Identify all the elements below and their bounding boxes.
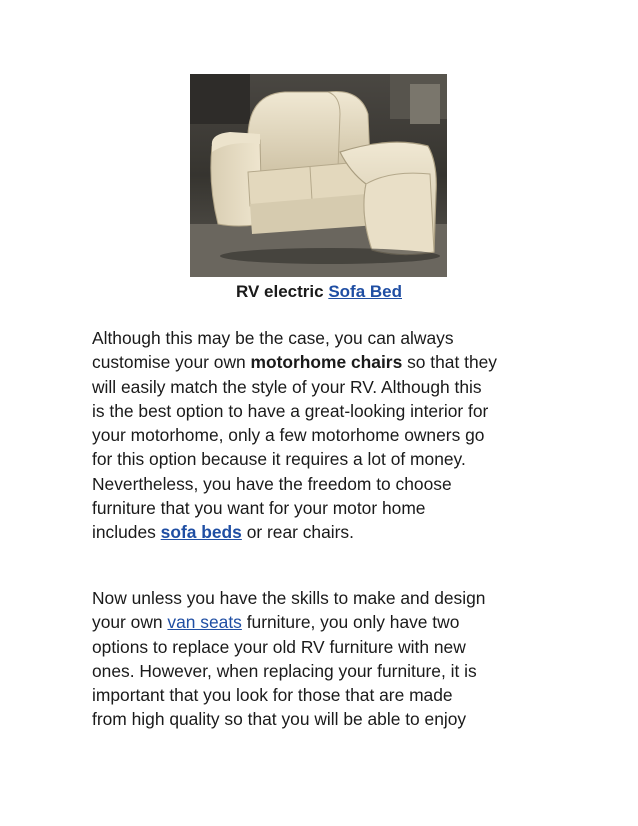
sofa-bed-photo [190, 74, 447, 277]
sofa-beds-link[interactable] [161, 522, 242, 542]
caption-prefix: RV electric [236, 282, 324, 301]
p2-line-4: ones. However, when replacing your furniture, it is [92, 660, 477, 681]
p1-line-6: for this option because it requires a lot of money. [92, 449, 466, 470]
p1-text: so that they [407, 352, 498, 373]
paragraph-1 [92, 326, 552, 545]
van-seats-link[interactable]: van seats [167, 612, 242, 633]
p2-text: your own [92, 612, 163, 633]
p1-line-1: Although this may be the case, you can always [92, 328, 454, 348]
p2-line-6: from high quality so that you will be able to enjoy [92, 709, 467, 730]
p2-line-3: options to replace your old RV furniture with new [92, 636, 466, 657]
p1-line-5: your motorhome, only a few motorhome owners go [92, 425, 485, 446]
sofa-bed-link[interactable]: Sofa Bed [328, 282, 402, 301]
p1-line-4: is the best option to have a great-looking interior for [92, 400, 489, 421]
figure-caption [0, 282, 638, 302]
p2-line-5: important that you look for those that are made [92, 685, 453, 706]
sofa-beds-link-text: sofa beds [160, 522, 242, 543]
p2-text: furniture, you only have two [246, 612, 460, 633]
p1-line-9 [92, 520, 552, 544]
p1-line-7: Nevertheless, you have the freedom to choose [92, 473, 452, 494]
p1-line-8: furniture that you want for your motor home [92, 498, 426, 519]
p1-text: or rear chairs. [246, 522, 354, 543]
motorhome-chairs-bold: motorhome chairs [250, 352, 403, 373]
paragraph-2 [92, 586, 552, 732]
p1-text: includes [92, 522, 156, 543]
p1-line-3: will easily match the style of your RV. Although this [92, 376, 482, 397]
sofa-illustration [190, 74, 447, 277]
p1-text: customise your own [92, 352, 246, 373]
p1-line-2 [92, 350, 552, 374]
p2-line-1: Now unless you have the skills to make and design [92, 588, 486, 608]
p2-line-2 [92, 610, 552, 634]
